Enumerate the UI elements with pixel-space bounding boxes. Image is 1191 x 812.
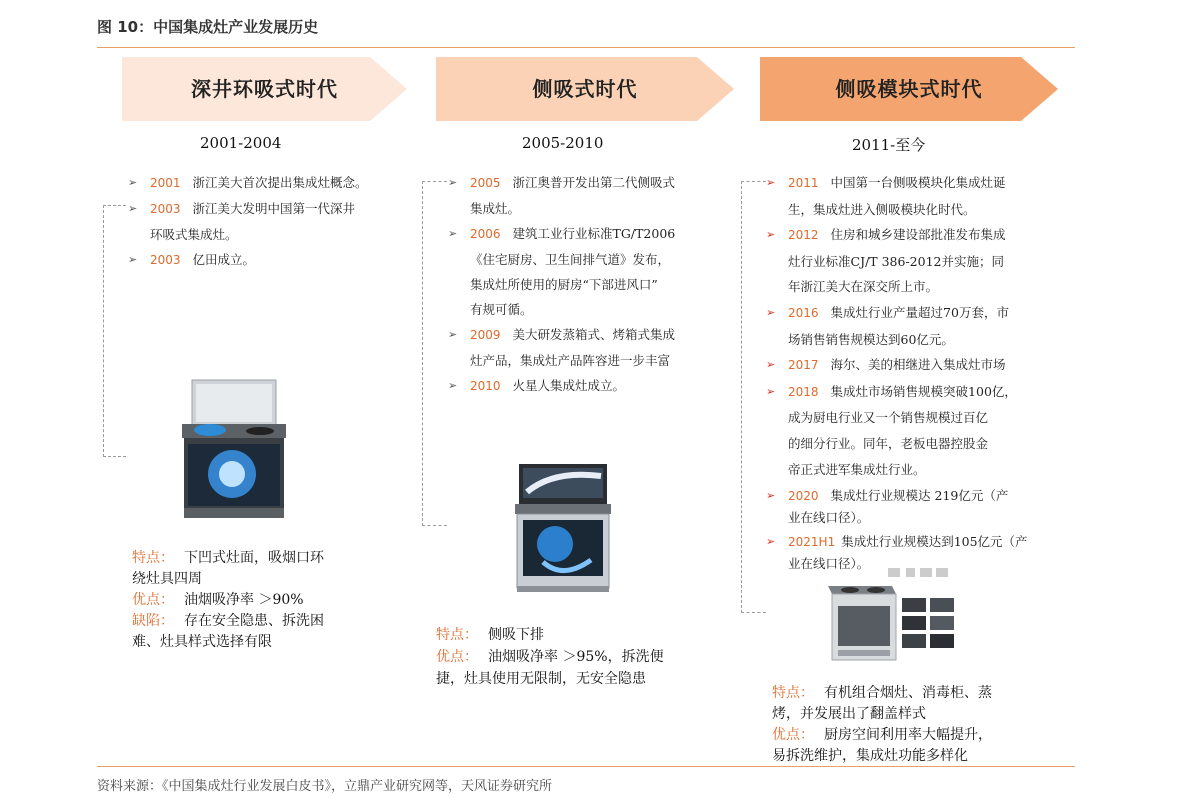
era-period: 2001-2004 (200, 134, 282, 152)
event-text: 业在线口径）。 (788, 556, 870, 572)
event-text: 灶产品，集成灶产品阵容进一步丰富 (470, 353, 671, 368)
note-text: 下凹式灶面，吸烟口环 (184, 550, 324, 566)
event-text: 帝正式进军集成灶行业。 (788, 461, 926, 477)
event-text: 海尔、美的相继进入集成灶市场 (830, 357, 1006, 373)
era-notes (772, 683, 1062, 767)
list-item (762, 222, 1062, 300)
event-text: 有规可循。 (470, 302, 533, 317)
event-text: 火星人集成灶成立。 (512, 378, 626, 393)
event-year: 2006 (470, 227, 501, 241)
note-tag: 优点： (132, 592, 174, 608)
event-year: 2003 (150, 202, 181, 216)
event-year: 2010 (470, 379, 501, 393)
event-text: 集成灶市场销售规模突破100亿， (830, 383, 1017, 399)
list-item (444, 322, 744, 373)
note-text: 绕灶具四周 (132, 571, 202, 587)
event-text: 年浙江美大在深交所上市。 (788, 279, 939, 295)
bottom-divider (97, 766, 1075, 767)
event-year: 2020 (788, 489, 819, 504)
note-text: 油烟吸净率 ＞90% (184, 592, 304, 608)
bullet-arrow-icon: ➢ (766, 176, 776, 189)
list-item (762, 485, 1062, 528)
note-tag: 特点： (132, 550, 174, 566)
list-item (444, 170, 744, 221)
list-item (762, 170, 1062, 222)
era-title: 侧吸式时代 (532, 77, 638, 101)
list-item (444, 373, 744, 399)
source-note: 资料来源：《中国集成灶行业发展白皮书》，立鼎产业研究网等，天风证券研究所 (97, 779, 553, 794)
bullet-arrow-icon: ➢ (766, 358, 776, 372)
note-text: 捷，灶具使用无限制，无安全隐患 (436, 671, 646, 687)
note-text: 难、灶具样式选择有限 (132, 634, 272, 650)
note-text: 厨房空间利用率大幅提升， (824, 727, 992, 743)
bullet-arrow-icon: ➢ (766, 228, 776, 242)
event-text: 浙江奥普开发出第二代侧吸式 (512, 175, 676, 190)
event-text: 浙江美大首次提出集成灶概念。 (192, 175, 368, 190)
list-item (762, 300, 1062, 352)
event-year: 2012 (788, 228, 819, 243)
era-notes (132, 548, 382, 653)
event-text: 集成灶行业产量超过70万套，市 (830, 304, 1009, 320)
event-year: 2016 (788, 305, 819, 320)
note-tag: 优点： (772, 727, 814, 743)
event-text: 集成灶。 (470, 201, 521, 216)
note-text: 油烟吸净率 ＞95%，拆洗便 (488, 649, 664, 665)
side-draft-stove-image (513, 462, 613, 594)
event-list (762, 170, 1062, 574)
bullet-arrow-icon: ➢ (128, 202, 138, 215)
event-text: 灶行业标准CJ/T 386-2012并实施；同 (788, 253, 1004, 269)
note-tag: 特点： (772, 685, 814, 701)
list-item (762, 379, 1062, 482)
event-text: 成为厨电行业又一个销售规模过百亿 (788, 410, 989, 426)
note-tag: 缺陷： (132, 613, 174, 629)
list-item (762, 352, 1062, 379)
note-tag: 特点： (436, 627, 478, 643)
event-text: 浙江美大发明中国第一代深井 (192, 201, 356, 216)
bullet-arrow-icon: ➢ (766, 384, 776, 398)
event-list (124, 170, 414, 273)
bullet-arrow-icon: ➢ (766, 535, 776, 549)
event-list (444, 170, 744, 399)
deep-well-stove-image (178, 378, 290, 520)
event-text: 场销售销售规模达到60亿元。 (788, 331, 954, 347)
event-text: 集成灶所使用的厨房“下部进风口” (470, 277, 658, 292)
event-text: 集成灶行业规模达到105亿元（产 (841, 534, 1028, 550)
event-text: 《住宅厨房、卫生间排气道》发布， (470, 252, 671, 267)
list-item (124, 196, 414, 247)
era-period: 2005-2010 (522, 134, 604, 152)
bullet-arrow-icon: ➢ (128, 253, 138, 266)
event-year: 2018 (788, 384, 819, 399)
bullet-arrow-icon: ➢ (448, 379, 458, 392)
event-text: 环吸式集成灶。 (150, 227, 238, 242)
dashed-connector (741, 181, 766, 613)
event-year: 2021H1 (788, 535, 836, 550)
event-text: 的细分行业。同年，老板电器控股金 (788, 435, 989, 451)
event-text: 生，集成灶进入侧吸模块化时代。 (788, 201, 976, 217)
event-text: 美大研发蒸箱式、烤箱式集成 (512, 327, 676, 342)
note-text: 存在安全隐患、拆洗困 (184, 613, 324, 629)
event-text: 亿田成立。 (192, 252, 256, 267)
era-notes (436, 624, 726, 690)
era-title: 侧吸模块式时代 (835, 77, 983, 101)
event-text: 集成灶行业规模达 219亿元（产 (830, 488, 1009, 504)
bullet-arrow-icon: ➢ (128, 176, 138, 189)
era-banner-1 (122, 57, 407, 121)
note-text: 侧吸下排 (488, 627, 544, 643)
list-item (444, 221, 744, 322)
era-banner-3 (760, 57, 1058, 121)
event-year: 2001 (150, 176, 181, 190)
bullet-arrow-icon: ➢ (766, 489, 776, 503)
bullet-arrow-icon: ➢ (448, 227, 458, 240)
bullet-arrow-icon: ➢ (766, 305, 776, 319)
modular-stove-image (826, 566, 962, 666)
event-year: 2009 (470, 328, 501, 342)
list-item (124, 170, 414, 196)
event-year: 2005 (470, 176, 501, 190)
top-divider (97, 47, 1075, 48)
event-text: 住房和城乡建设部批准发布集成 (830, 227, 1006, 243)
event-text: 建筑工业行业标准TG/T2006 (512, 226, 676, 241)
note-text: 烤，并发展出了翻盖样式 (772, 706, 926, 722)
event-year: 2011 (788, 176, 819, 190)
era-banner-2 (436, 57, 734, 121)
era-title: 深井环吸式时代 (191, 77, 338, 101)
event-year: 2003 (150, 253, 181, 267)
event-text: 业在线口径）。 (788, 510, 870, 526)
list-item (124, 247, 414, 273)
note-text: 易拆洗维护，集成灶功能多样化 (772, 748, 968, 764)
bullet-arrow-icon: ➢ (448, 328, 458, 341)
dashed-connector (422, 181, 447, 526)
figure-title: 图 10：中国集成灶产业发展历史 (97, 18, 319, 36)
event-text: 中国第一台侧吸模块化集成灶诞 (830, 175, 1006, 190)
dashed-connector (103, 205, 126, 457)
era-period: 2011-至今 (852, 136, 926, 154)
event-year: 2017 (788, 358, 819, 373)
note-text: 有机组合烟灶、消毒柜、蒸 (824, 685, 992, 701)
bullet-arrow-icon: ➢ (448, 176, 458, 189)
note-tag: 优点： (436, 649, 478, 665)
